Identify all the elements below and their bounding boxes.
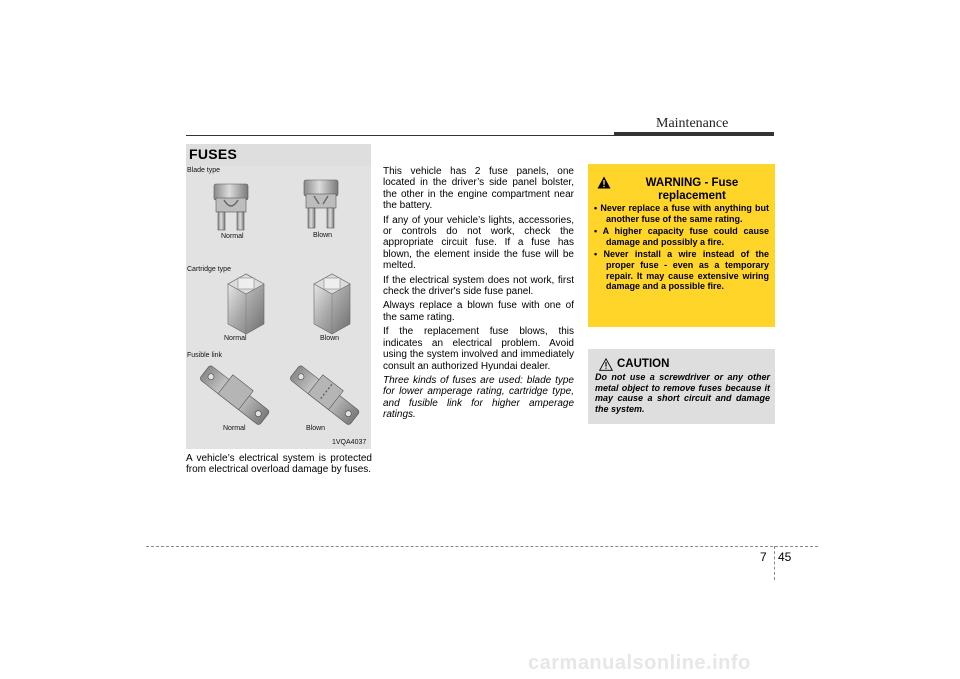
fuse-illustration	[186, 166, 371, 449]
fusible-link-normal-icon	[199, 360, 274, 426]
caution-triangle-icon	[599, 358, 613, 371]
chapter-number: 7	[760, 550, 767, 564]
header-rule-accent	[614, 132, 774, 136]
section-title: Maintenance	[656, 116, 729, 131]
intro-paragraph: A vehicle’s electrical system is protected from electrical overload damage by fuses.	[186, 453, 372, 476]
blade-fuse-blown-icon	[304, 180, 338, 228]
caution-title: CAUTION	[617, 358, 670, 370]
blade-normal-label: Normal	[221, 233, 244, 240]
page-number: 45	[778, 550, 792, 564]
page-heading: FUSES	[189, 146, 238, 162]
paragraph: Always replace a blown fuse with one of the same rating.	[383, 300, 574, 323]
figure-code: 1VQA4037	[332, 439, 367, 446]
watermark: carmanualsonline.info	[528, 652, 751, 674]
header-rule	[186, 135, 616, 136]
blade-fuse-normal-icon	[214, 184, 248, 230]
fusible-blown-label: Blown	[306, 425, 326, 432]
fuse-types-note: Three kinds of fuses are used: blade type for lower amperage rating, cartridge type, and fusible link for higher amperage ratings.	[383, 374, 574, 421]
fuse-figure	[186, 166, 371, 449]
warning-item: • Never replace a fuse with anything but another fuse of the same rating.	[594, 203, 769, 224]
caution-text: Do not use a screwdriver or any other metal object to remove fuses because it may cause a short circuit and damage the system.	[595, 372, 770, 414]
fusible-link-label: Fusible link	[187, 352, 223, 359]
cartridge-fuse-blown-icon	[314, 274, 350, 334]
caution-box	[588, 349, 775, 424]
blade-blown-label: Blown	[313, 232, 333, 239]
intro-text	[186, 453, 372, 479]
footer-rule	[146, 546, 818, 547]
warning-list	[594, 203, 769, 294]
fusible-normal-label: Normal	[223, 425, 246, 432]
paragraph: If the replacement fuse blows, this indicates an electrical problem. Avoid using the system involved and immediately consult an authorized Hyundai dealer.	[383, 326, 574, 372]
fuse-info-text	[383, 166, 574, 424]
paragraph: If any of your vehicle’s lights, accessories, or controls do not work, check the appropriate circuit fuse. If a fuse has blown, the element inside the fuse will be melted.	[383, 214, 574, 272]
cartridge-fuse-normal-icon	[228, 274, 264, 334]
cartridge-type-label: Cartridge type	[187, 266, 231, 273]
warning-title: WARNING - Fuse replacement	[645, 177, 739, 202]
blade-type-label: Blade type	[187, 167, 221, 174]
paragraph: This vehicle has 2 fuse panels, one located in the driver’s side panel bolster, the other in the engine compartment near the battery.	[383, 166, 574, 212]
paragraph: If the electrical system does not work, first check the driver's side fuse panel.	[383, 274, 574, 298]
cartridge-normal-label: Normal	[224, 335, 247, 342]
warning-box	[588, 164, 775, 327]
warning-item: • Never install a wire instead of the proper fuse - even as a temporary repair. It may cause extensive wiring damage and a possible fire.	[594, 249, 769, 292]
footer-divider	[774, 546, 775, 580]
warning-item: • A higher capacity fuse could cause damage and possibly a fire.	[594, 226, 769, 247]
warning-triangle-icon	[597, 176, 611, 189]
cartridge-blown-label: Blown	[320, 335, 340, 342]
fusible-link-blown-icon	[289, 360, 364, 426]
